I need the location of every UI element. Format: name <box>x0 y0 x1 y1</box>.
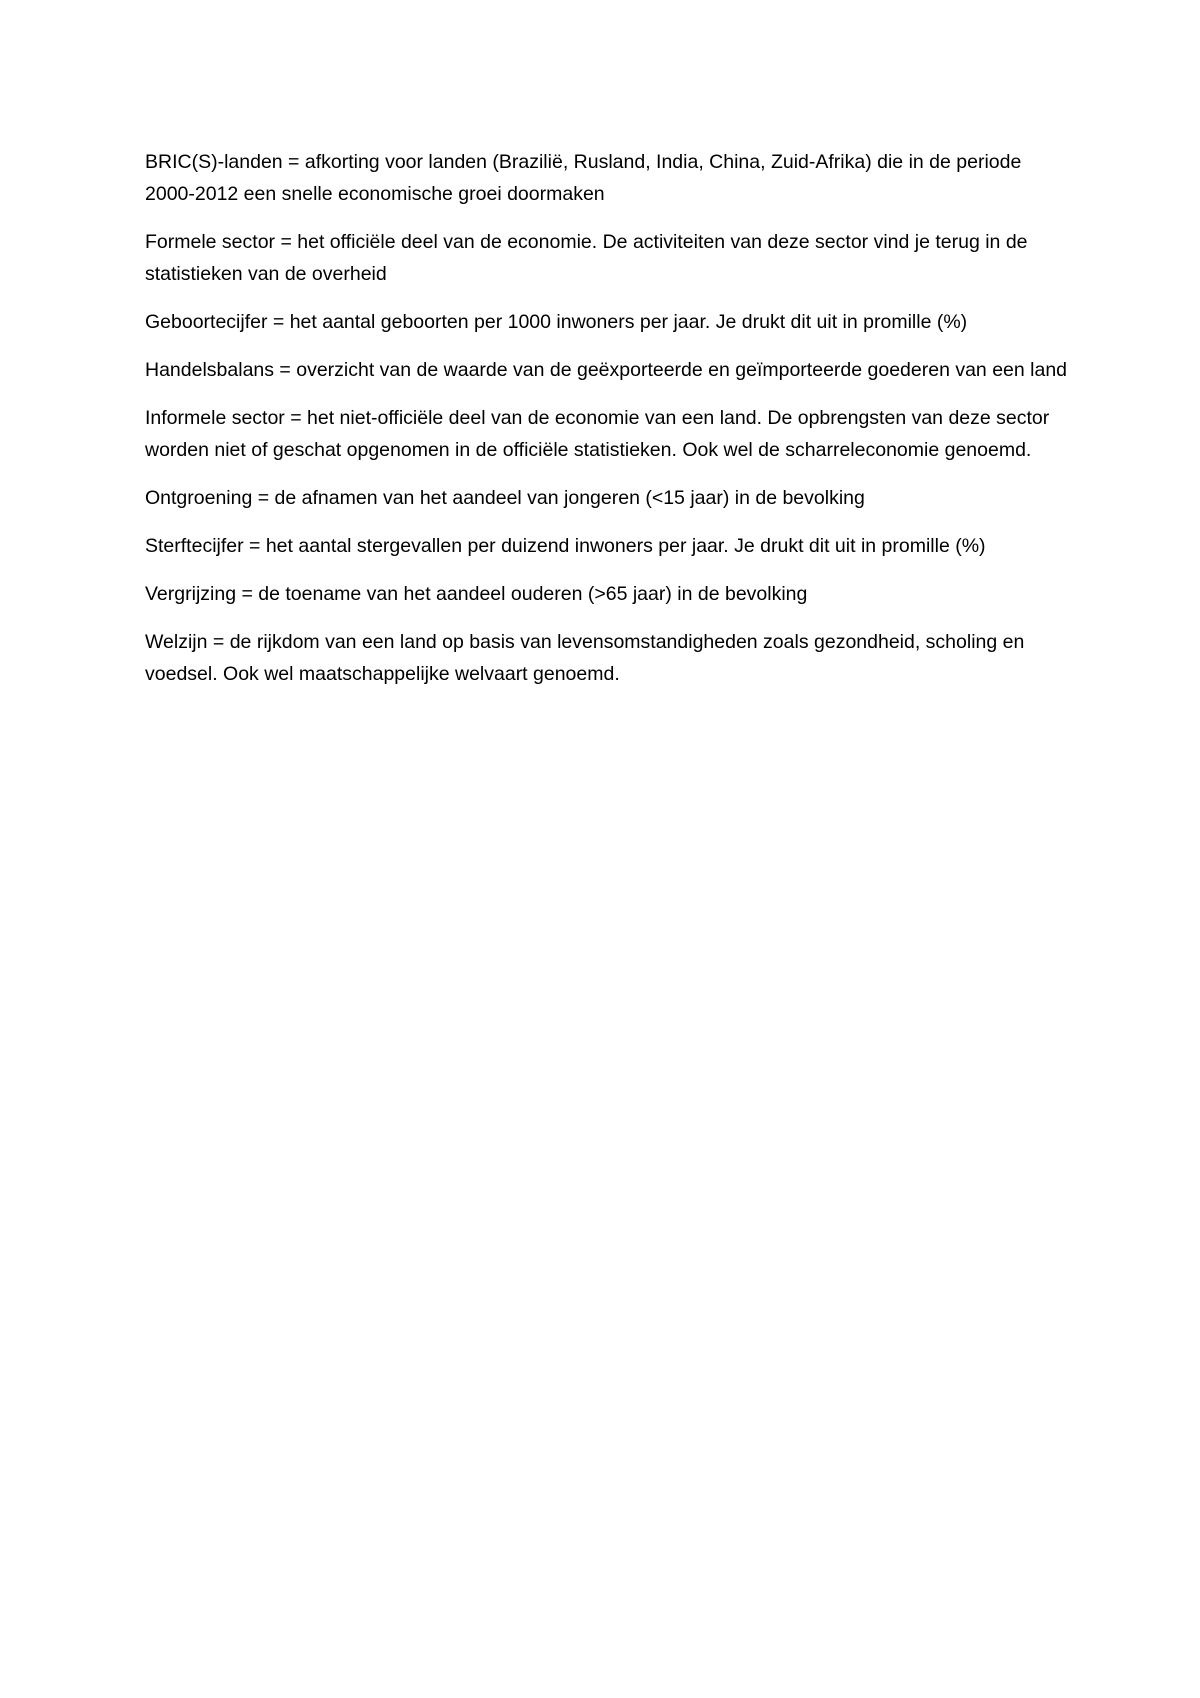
definition-informele-sector: Informele sector = het niet-officiële deel van de economie van een land. De opbrengsten van deze sector worden niet of geschat opgenomen in de officiële statistieken. Ook wel de scharreleconomie genoemd. <box>145 407 1050 461</box>
definition-ontgroening: Ontgroening = de afnamen van het aandeel van jongeren (<15 jaar) in de bevolking <box>145 487 865 509</box>
document-page <box>145 146 1070 706</box>
definition-formele-sector: Formele sector = het officiële deel van de economie. De activiteiten van deze sector vind je terug in de statistieken van de overheid <box>145 231 1028 285</box>
definition-handelsbalans: Handelsbalans = overzicht van de waarde van de geëxporteerde en geïmporteerde goederen van een land <box>145 359 1068 381</box>
definition-geboortecijfer: Geboortecijfer = het aantal geboorten per 1000 inwoners per jaar. Je drukt dit uit in promille (%) <box>145 311 968 333</box>
definition-sterftecijfer: Sterftecijfer = het aantal stergevallen per duizend inwoners per jaar. Je drukt dit uit in promille (%) <box>145 535 986 557</box>
definition-welzijn: Welzijn = de rijkdom van een land op basis van levensomstandigheden zoals gezondheid, scholing en voedsel. Ook wel maatschappelijke welvaart genoemd. <box>145 631 1025 685</box>
definition-bric: BRIC(S)-landen = afkorting voor landen (Brazilië, Rusland, India, China, Zuid-Afrika) die in de periode 2000-2012 een snelle economische groei doormaken <box>145 151 1022 205</box>
definition-vergrijzing: Vergrijzing = de toename van het aandeel ouderen (>65 jaar) in de bevolking <box>145 583 808 605</box>
